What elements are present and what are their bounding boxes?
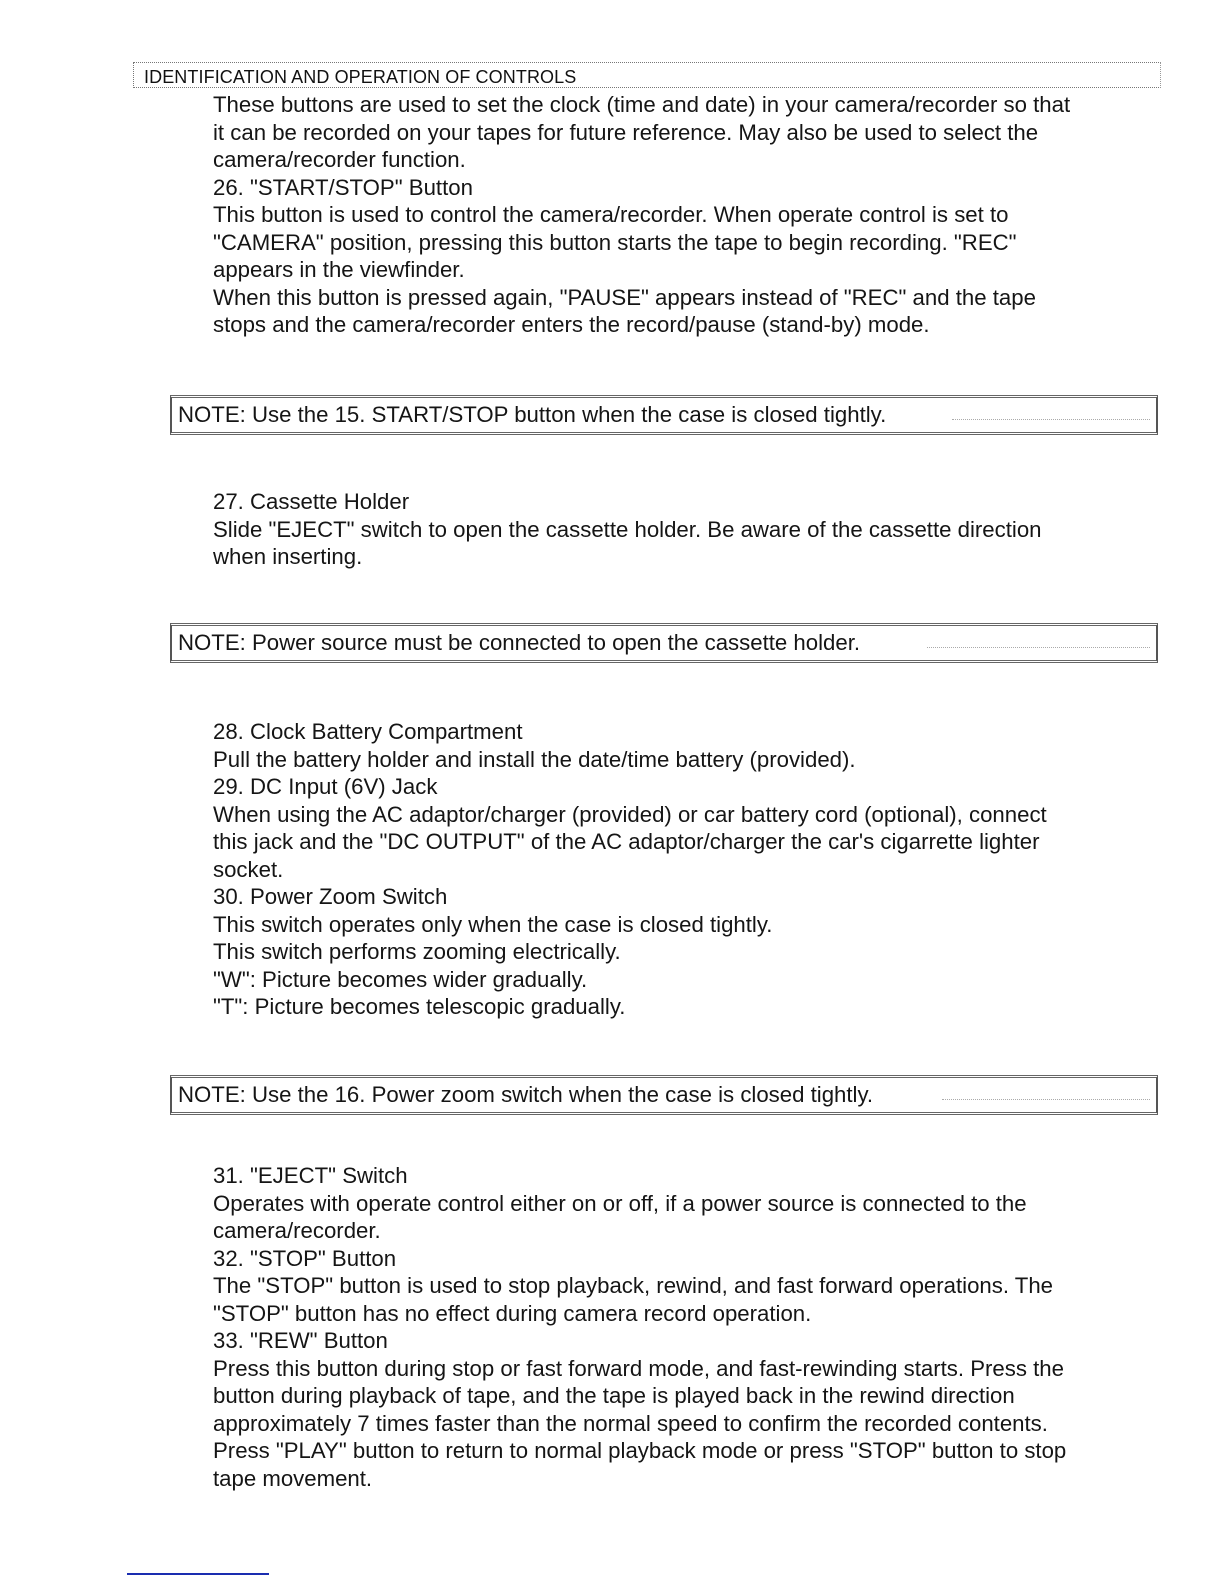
note-box-start-stop [170, 395, 1158, 435]
text-line: This button is used to control the camera/recorder. When operate control is set to [213, 202, 1009, 227]
text-line: This switch operates only when the case is closed tightly. [213, 911, 773, 937]
text-line: Pull the battery holder and install the date/time battery (provided). [213, 746, 856, 772]
text-block-28-30 [213, 718, 1158, 1021]
item-heading: 29. DC Input (6V) Jack [213, 774, 438, 799]
item-heading: 30. Power Zoom Switch [213, 884, 448, 909]
text-line: "CAMERA" position, pressing this button starts the tape to begin recording. "REC" [213, 229, 1017, 255]
item-heading: 26. "START/STOP" Button [213, 174, 473, 200]
text-line: When using the AC adaptor/charger (provided) or car battery cord (optional), connect [213, 801, 1047, 827]
section-title: IDENTIFICATION AND OPERATION OF CONTROLS [144, 67, 577, 87]
text-line: The "STOP" button is used to stop playback, rewind, and fast forward operations. The [213, 1273, 1054, 1298]
text-block-26 [213, 91, 1158, 339]
item-heading: 33. "REW" Button [213, 1328, 388, 1353]
text-line: "STOP" button has no effect during camera record operation. [213, 1300, 812, 1326]
text-line: Press this button during stop or fast forward mode, and fast-rewinding starts. Press the [213, 1355, 1064, 1381]
text-block-31-33 [213, 1162, 1158, 1492]
text-line: "W": Picture becomes wider gradually. [213, 966, 588, 992]
note-box-power-zoom [170, 1075, 1158, 1115]
text-line: Press "PLAY" button to return to normal playback mode or press "STOP" button to stop [213, 1438, 1067, 1463]
text-line: approximately 7 times faster than the normal speed to confirm the recorded contents. [213, 1410, 1048, 1436]
text-line: tape movement. [213, 1465, 373, 1491]
text-line: "T": Picture becomes telescopic gradually. [213, 994, 626, 1019]
dotted-leader [952, 419, 1150, 420]
text-line: it can be recorded on your tapes for future reference. May also be used to select the [213, 119, 1039, 145]
text-line: camera/recorder function. [213, 147, 466, 172]
text-line: this jack and the "DC OUTPUT" of the AC adaptor/charger the car's cigarrette lighter [213, 829, 1040, 854]
note-text: NOTE: Power source must be connected to open the cassette holder. [178, 630, 861, 655]
text-line: socket. [213, 856, 284, 882]
text-line: Operates with operate control either on or off, if a power source is connected to the [213, 1190, 1027, 1216]
note-box-cassette [170, 623, 1158, 663]
text-line: camera/recorder. [213, 1218, 381, 1243]
text-line: This switch performs zooming electrically. [213, 939, 621, 964]
text-block-27 [213, 488, 1158, 571]
text-line: button during playback of tape, and the tape is played back in the rewind direction [213, 1383, 1015, 1408]
text-line: when inserting. [213, 544, 363, 569]
item-heading: 27. Cassette Holder [213, 489, 410, 514]
section-header [133, 62, 1161, 88]
item-heading: 31. "EJECT" Switch [213, 1163, 408, 1188]
text-line: appears in the viewfinder. [213, 257, 465, 282]
text-line: When this button is pressed again, "PAUSE" appears instead of "REC" and the tape [213, 284, 1036, 310]
text-line: Slide "EJECT" switch to open the cassette holder. Be aware of the cassette direction [213, 516, 1042, 542]
item-heading: 32. "STOP" Button [213, 1245, 397, 1271]
note-text: NOTE: Use the 16. Power zoom switch when the case is closed tightly. [178, 1082, 874, 1107]
text-line: These buttons are used to set the clock (time and date) in your camera/recorder so that [213, 92, 1071, 117]
dotted-leader [927, 647, 1150, 648]
footer-rule [127, 1573, 269, 1575]
note-text: NOTE: Use the 15. START/STOP button when the case is closed tightly. [178, 402, 887, 427]
dotted-leader [942, 1099, 1150, 1100]
item-heading: 28. Clock Battery Compartment [213, 719, 523, 744]
text-line: stops and the camera/recorder enters the record/pause (stand-by) mode. [213, 312, 930, 337]
